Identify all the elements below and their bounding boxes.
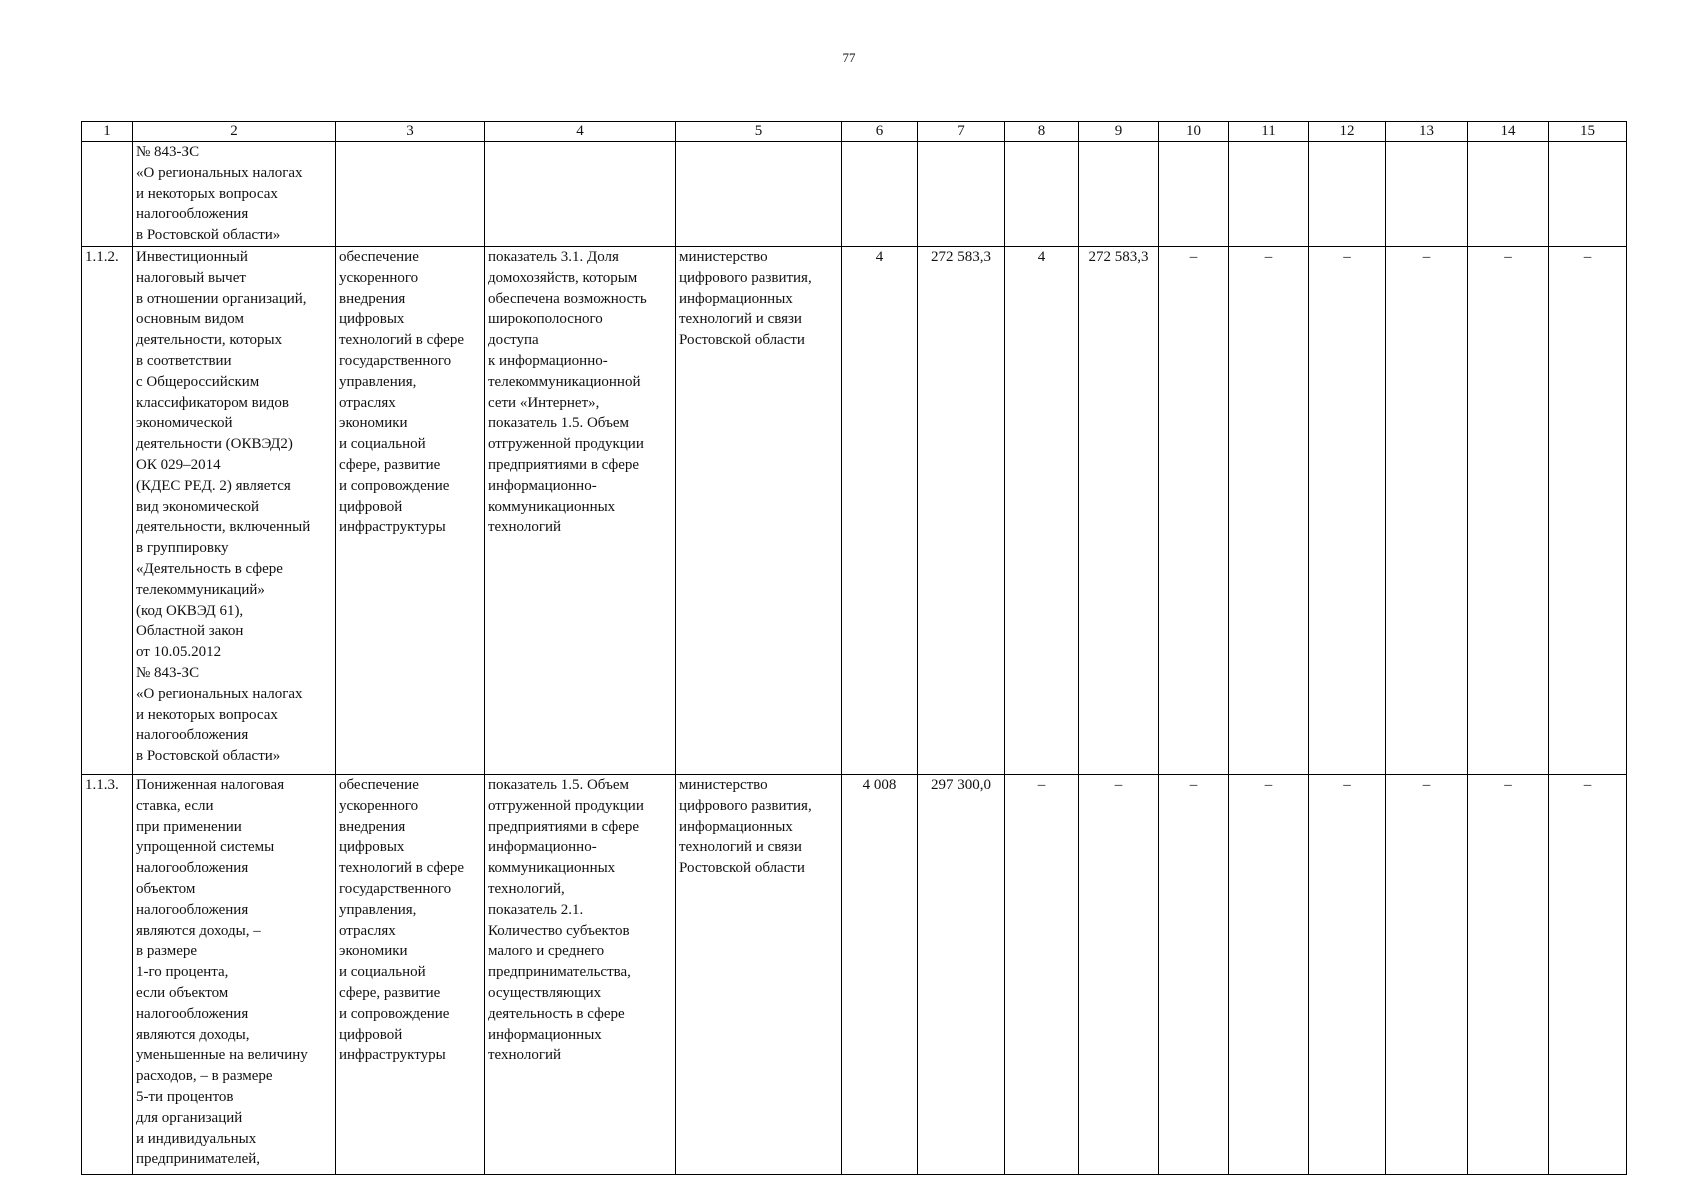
cell-value: –: [1005, 775, 1079, 1175]
column-number: 14: [1468, 122, 1549, 142]
cell-value: –: [1549, 247, 1627, 775]
column-number: 2: [133, 122, 336, 142]
cell-value: 297 300,0: [918, 775, 1005, 1175]
page-number: 77: [842, 50, 856, 65]
cell-value: 4: [1005, 247, 1079, 775]
cell-indicator: [485, 142, 676, 247]
column-number-row: [82, 122, 1627, 142]
cell-value: [1386, 142, 1468, 247]
column-number: 13: [1386, 122, 1468, 142]
cell-value: –: [1229, 775, 1309, 1175]
table-row-1-1-2: [82, 247, 1627, 775]
column-number: 6: [842, 122, 918, 142]
column-number: 1: [82, 122, 133, 142]
cell-name: № 843-ЗС «О региональных налогах и некоторых вопросах налогообложения в Ростовской области»: [133, 142, 336, 247]
cell-value: [1159, 142, 1229, 247]
cell-curator: [676, 142, 842, 247]
column-number: 3: [336, 122, 485, 142]
cell-value: [1079, 142, 1159, 247]
cell-index: [82, 142, 133, 247]
cell-value: –: [1386, 775, 1468, 1175]
column-number: 12: [1309, 122, 1386, 142]
column-number: 15: [1549, 122, 1627, 142]
cell-indicator: показатель 1.5. Объем отгруженной продукции предприятиями в сфере информационно- коммуникационных технологий, показатель 2.1. Количество субъектов малого и среднего предпринимательства, осуществляющих деятельность в сфере информационных технологий: [485, 775, 676, 1175]
cell-indicator: показатель 3.1. Доля домохозяйств, которым обеспечена возможность широкополосного доступа к информационно- телекоммуникационной сети «Интернет», показатель 1.5. Объем отгруженной продукции предприятиями в сфере информационно- коммуникационных технологий: [485, 247, 676, 775]
cell-value: –: [1229, 247, 1309, 775]
cell-value: [1468, 142, 1549, 247]
column-number: 9: [1079, 122, 1159, 142]
cell-value: 272 583,3: [918, 247, 1005, 775]
cell-value: [1005, 142, 1079, 247]
cell-value: –: [1386, 247, 1468, 775]
column-number: 7: [918, 122, 1005, 142]
cell-index: 1.1.2.: [82, 247, 133, 775]
cell-value: 4 008: [842, 775, 918, 1175]
cell-value: –: [1079, 775, 1159, 1175]
cell-value: –: [1159, 775, 1229, 1175]
cell-curator: министерство цифрового развития, информационных технологий и связи Ростовской области: [676, 247, 842, 775]
column-number: 8: [1005, 122, 1079, 142]
document-table: [81, 121, 1627, 1175]
cell-value: [1549, 142, 1627, 247]
cell-index: 1.1.3.: [82, 775, 133, 1175]
cell-curator: министерство цифрового развития, информационных технологий и связи Ростовской области: [676, 775, 842, 1175]
cell-value: –: [1468, 247, 1549, 775]
cell-goal: [336, 142, 485, 247]
cell-value: 4: [842, 247, 918, 775]
column-number: 11: [1229, 122, 1309, 142]
cell-value: 272 583,3: [1079, 247, 1159, 775]
table-row-continuation: [82, 142, 1627, 247]
cell-name: Пониженная налоговая ставка, если при применении упрощенной системы налогообложения объектом налогообложения являются доходы, – в размере 1-го процента, если объектом налогообложения являются доходы, уменьшенные на величину расходов, – в размере 5-ти процентов для организаций и индивидуальных предпринимателей,: [133, 775, 336, 1175]
cell-value: –: [1468, 775, 1549, 1175]
cell-value: –: [1309, 247, 1386, 775]
cell-goal: обеспечение ускоренного внедрения цифровых технологий в сфере государственного управления, отраслях экономики и социальной сфере, развитие и сопровождение цифровой инфраструктуры: [336, 775, 485, 1175]
column-number: 10: [1159, 122, 1229, 142]
cell-value: [918, 142, 1005, 247]
table-row-1-1-3: [82, 775, 1627, 1175]
cell-goal: обеспечение ускоренного внедрения цифровых технологий в сфере государственного управления, отраслях экономики и социальной сфере, развитие и сопровождение цифровой инфраструктуры: [336, 247, 485, 775]
cell-value: –: [1309, 775, 1386, 1175]
cell-name: Инвестиционный налоговый вычет в отношении организаций, основным видом деятельности, которых в соответствии с Общероссийским классификатором видов экономической деятельности (ОКВЭД2) ОК 029–2014 (КДЕС РЕД. 2) является вид экономической деятельности, включенный в группировку «Деятельность в сфере телекоммуникаций» (код ОКВЭД 61), Областной закон от 10.05.2012 № 843-ЗС «О региональных налогах и некоторых вопросах налогообложения в Ростовской области»: [133, 247, 336, 775]
column-number: 5: [676, 122, 842, 142]
cell-value: [1309, 142, 1386, 247]
cell-value: –: [1549, 775, 1627, 1175]
cell-value: [1229, 142, 1309, 247]
cell-value: –: [1159, 247, 1229, 775]
cell-value: [842, 142, 918, 247]
column-number: 4: [485, 122, 676, 142]
